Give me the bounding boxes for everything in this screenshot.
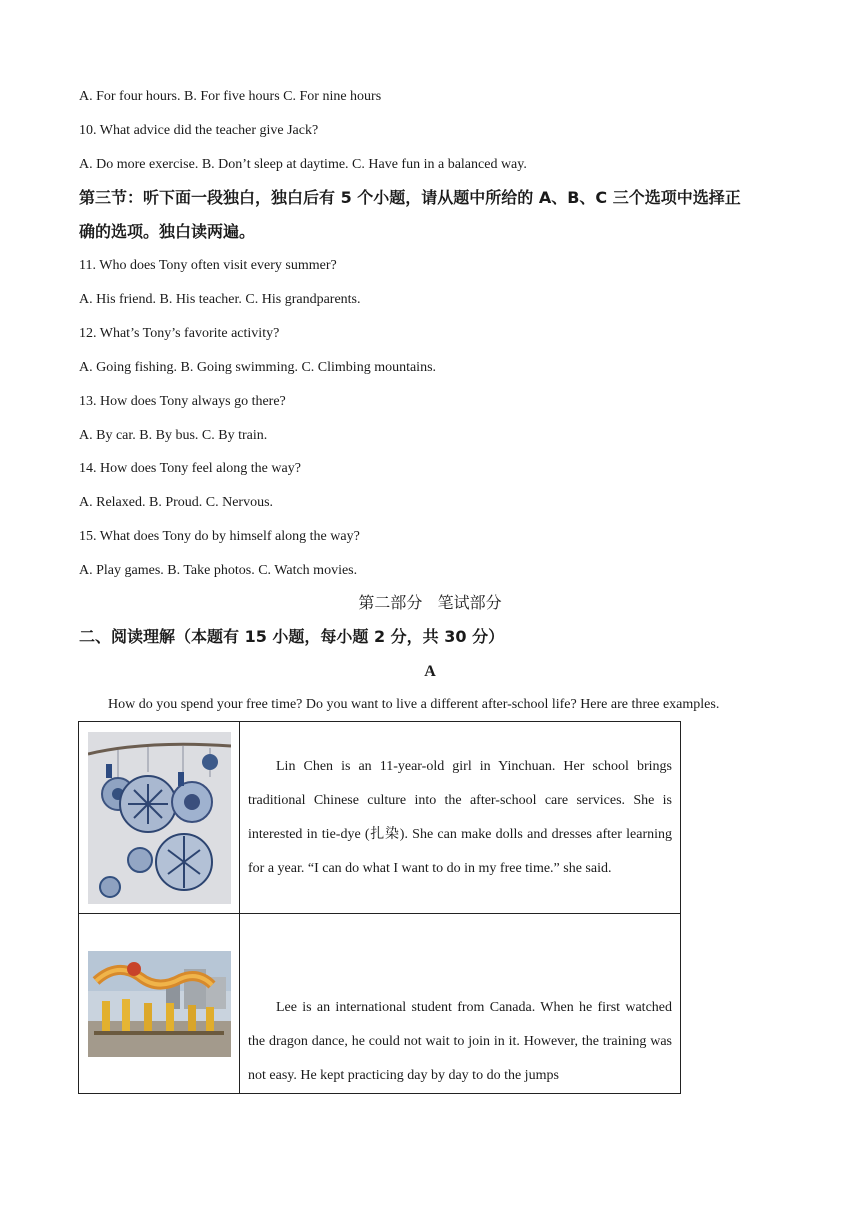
- question-15: 15. What does Tony do by himself along the way?: [79, 529, 360, 544]
- dragon-dance-photo: [88, 951, 231, 1057]
- reading-heading: 二、阅读理解（本题有 15 小题，每小题 2 分，共 30 分）: [79, 627, 505, 646]
- q13-options: A. By car. B. By bus. C. By train.: [79, 428, 268, 443]
- table-row: [79, 722, 681, 914]
- q11-options: A. His friend. B. His teacher. C. His grandparents.: [79, 292, 361, 307]
- q10-options: A. Do more exercise. B. Don’t sleep at daytime. C. Have fun in a balanced way.: [79, 157, 527, 172]
- tie-dye-ornaments-photo: [88, 732, 231, 904]
- passage-paragraph: Lee is an international student from Canada. When he first watched the dragon dance, he could not wait to join in it. However, the training was not easy. He kept practicing day by day to do the jumps: [248, 1000, 672, 1083]
- passage-intro: How do you spend your free time? Do you want to live a different after-school life? Here are three examples.: [108, 697, 720, 712]
- passage-paragraph: Lin Chen is an 11-year-old girl in Yinchuan. Her school brings traditional Chinese culture into the after-school care services. She is interested in tie-dye (扎染). She can make dolls and dresses after learning for a year. “I can do what I want to do in my free time.” she said.: [248, 758, 672, 876]
- passage-label: A: [424, 663, 436, 680]
- reading-table: [78, 721, 681, 1094]
- q12-options: A. Going fishing. B. Going swimming. C. Climbing mountains.: [79, 360, 437, 375]
- text-cell: [240, 914, 681, 1094]
- part-two-title: 第二部分 笔试部分: [358, 593, 502, 612]
- image-cell: [79, 914, 240, 1094]
- question-10: 10. What advice did the teacher give Jack?: [79, 123, 319, 138]
- section3-instructions-line2: 确的选项。独白读两遍。: [79, 222, 256, 241]
- question-12: 12. What’s Tony’s favorite activity?: [79, 326, 280, 341]
- question-13: 13. How does Tony always go there?: [79, 394, 286, 409]
- section3-instructions-line1: 第三节：听下面一段独白，独白后有 5 个小题，请从题中所给的 A、B、C 三个选项中选择正: [79, 188, 741, 207]
- table-row: [79, 914, 681, 1094]
- q15-options: A. Play games. B. Take photos. C. Watch movies.: [79, 563, 358, 578]
- q14-options: A. Relaxed. B. Proud. C. Nervous.: [79, 495, 274, 510]
- question-14: 14. How does Tony feel along the way?: [79, 461, 301, 476]
- q9-options: A. For four hours. B. For five hours C. For nine hours: [79, 89, 382, 104]
- text-cell: [240, 722, 681, 914]
- question-11: 11. Who does Tony often visit every summer?: [79, 258, 337, 273]
- image-cell: [79, 722, 240, 914]
